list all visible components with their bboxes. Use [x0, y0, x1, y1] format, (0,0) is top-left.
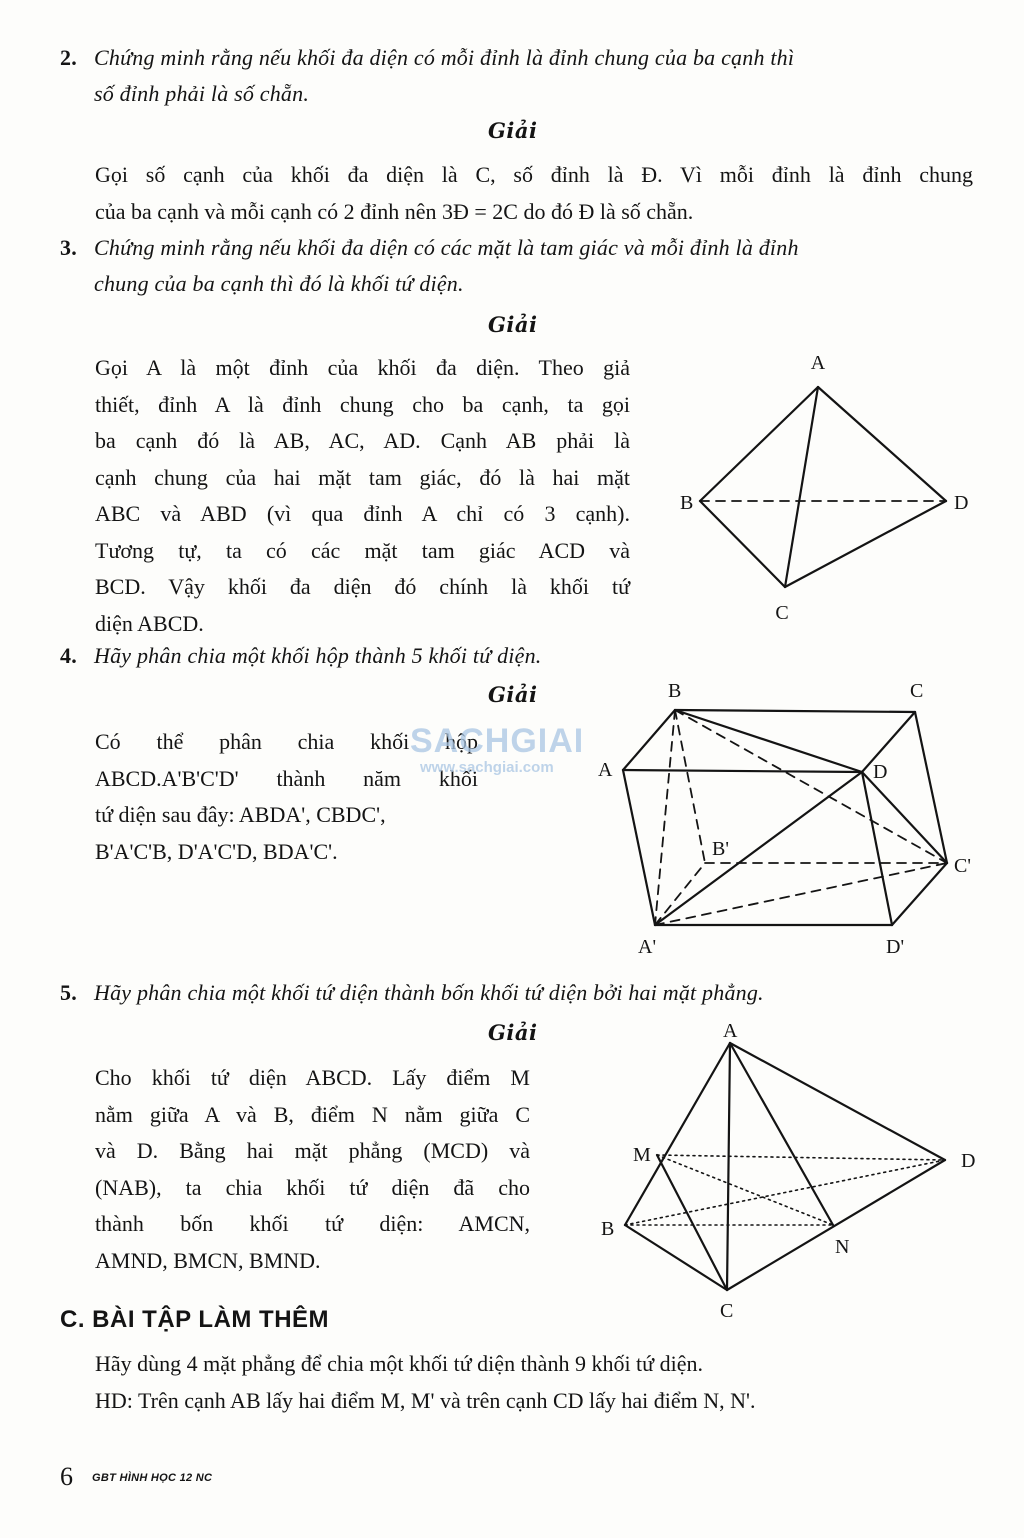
solution-line: diện ABCD.: [95, 610, 204, 636]
vertex-label-b: B: [680, 492, 694, 514]
problem-3-statement: [60, 230, 975, 302]
vertex-label-a: A: [810, 352, 826, 374]
solution-line: thành bốn khối tứ diện: AMCN,: [95, 1211, 530, 1236]
solution-line: Gọi số cạnh của khối đa diện là C, số đỉnh là Đ. Vì mỗi đỉnh là đỉnh chung: [95, 162, 973, 187]
hidden-segment-mn: [657, 1155, 833, 1225]
vertex-label-c: C: [720, 1300, 734, 1322]
edge-ad: [623, 770, 862, 772]
watermark-url: www.sachgiai.com: [420, 759, 554, 776]
solution-line: BCD. Vậy khối đa diện đó chính là khối tứ: [95, 574, 630, 599]
solution-line: AMND, BMCN, BMND.: [95, 1247, 321, 1273]
solution-heading: Giải: [488, 118, 538, 143]
edge-cd: [785, 501, 946, 587]
solution-5-text: [95, 1060, 530, 1279]
edge-ac: [785, 387, 818, 587]
solution-heading: Giải: [488, 682, 538, 707]
problem-text-line: Chứng minh rằng nếu khối đa diện có các mặt là tam giác và mỗi đỉnh là đỉnh: [94, 235, 799, 260]
solution-line: Cho khối tứ diện ABCD. Lấy điểm M: [95, 1065, 530, 1090]
hidden-diagonal-a1c1: [655, 863, 947, 925]
solution-line: thiết, đỉnh A là đỉnh chung cho ba cạnh, ta gọi: [95, 391, 630, 417]
section-heading: C. BÀI TẬP LÀM THÊM: [60, 1306, 330, 1333]
solution-line: cạnh chung của hai mặt tam giác, đó là hai mặt: [95, 464, 630, 490]
problem-text-line: Hãy phân chia một khối tứ diện thành bốn khối tứ diện bởi hai mặt phẳng.: [94, 980, 764, 1005]
problem-text-line: Chứng minh rằng nếu khối đa diện có mỗi đỉnh là đỉnh chung của ba cạnh thì: [94, 45, 795, 70]
tetrahedron-figure: [670, 345, 990, 630]
solution-line: Gọi A là một đỉnh của khối đa diện. Theo giả: [95, 355, 630, 380]
watermark-brand: SACHGIAI: [410, 722, 585, 760]
solution-line: (NAB), ta chia khối tứ diện đã cho: [95, 1174, 530, 1200]
diagonal-a1d: [655, 772, 862, 925]
point-label-n: N: [835, 1236, 850, 1258]
edge-bc: [675, 710, 915, 712]
segment-mc: [657, 1155, 727, 1290]
section-c-text: [95, 1345, 965, 1419]
vertex-label-a-prime: A': [638, 936, 657, 958]
diagonal-bd: [675, 710, 862, 772]
solution-line: của ba cạnh và mỗi cạnh có 2 đỉnh nên 3Đ = 2C do đó Đ là số chẵn.: [95, 198, 694, 224]
solution-line: ABCD.A'B'C'D' thành năm khối: [95, 765, 478, 791]
book-title: GBT HÌNH HỌC 12 NC: [92, 1472, 213, 1484]
vertex-label-d: D: [954, 492, 969, 514]
edge-bc: [625, 1225, 727, 1290]
problem-number: 3.: [60, 235, 77, 260]
vertex-label-d-prime: D': [886, 936, 905, 958]
solution-2-text: [95, 157, 973, 230]
tetrahedron-mn-figure: [595, 1015, 995, 1325]
solution-3-text: [95, 350, 630, 642]
edge-dd1: [862, 772, 892, 925]
problem-text-line: số đỉnh phải là số chẵn.: [94, 81, 310, 106]
vertex-label-b: B: [601, 1218, 615, 1240]
edge-ac: [727, 1043, 730, 1290]
problem-5-statement: [60, 975, 975, 1011]
problem-number: 2.: [60, 45, 77, 70]
problem-2-statement: [60, 40, 975, 112]
vertex-label-a: A: [598, 759, 613, 781]
solution-line: và D. Bằng hai mặt phẳng (MCD) và: [95, 1138, 530, 1163]
edge-ab: [625, 1043, 730, 1225]
solution-line: tứ diện sau đây: ABDA', CBDC',: [95, 802, 386, 827]
hidden-edge-bd: [625, 1160, 945, 1225]
edge-d1c1: [892, 863, 947, 925]
problem-text-line: Hãy phân chia một khối hộp thành 5 khối tứ diện.: [94, 643, 542, 668]
edge-ab: [623, 710, 675, 770]
edge-dc: [862, 712, 915, 772]
point-label-m: M: [633, 1144, 651, 1166]
vertex-label-b: B: [668, 680, 682, 702]
problem-text-line: chung của ba cạnh thì đó là khối tứ diện.: [94, 271, 464, 296]
exercise-text-line: Hãy dùng 4 mặt phẳng để chia một khối tứ diện thành 9 khối tứ diện.: [95, 1351, 703, 1376]
page-number: 6: [60, 1462, 73, 1491]
hint-text-line: HD: Trên cạnh AB lấy hai điểm M, M' và trên cạnh CD lấy hai điểm N, N'.: [95, 1388, 756, 1413]
solution-line: Tương tự, ta có các mặt tam giác ACD và: [95, 537, 630, 563]
vertex-label-b-prime: B': [712, 838, 729, 860]
edge-bc: [700, 501, 785, 587]
solution-heading: Giải: [488, 312, 538, 337]
hidden-diagonal-ba1: [655, 710, 675, 925]
hidden-edge-bb1: [675, 710, 705, 863]
solution-line: ABC và ABD (vì qua đỉnh A chỉ có 3 cạnh).: [95, 501, 630, 526]
edge-ab: [700, 387, 818, 501]
vertex-label-c: C: [775, 602, 789, 624]
vertex-label-d: D: [961, 1150, 976, 1172]
problem-4-statement: [60, 638, 975, 674]
watermark: [410, 722, 584, 776]
vertex-label-a: A: [723, 1020, 738, 1042]
solution-line: Có thể phân chia khối hộp: [95, 729, 478, 754]
solution-line: ba cạnh đó là AB, AC, AD. Cạnh AB phải là: [95, 428, 630, 453]
vertex-label-c: C: [910, 680, 924, 702]
vertex-label-d: D: [873, 761, 888, 783]
problem-number: 5.: [60, 980, 77, 1005]
solution-heading: Giải: [488, 1020, 538, 1045]
edge-aa1: [623, 770, 655, 925]
solution-line: nằm giữa A và B, điểm N nằm giữa C: [95, 1101, 530, 1127]
hidden-segment-md: [657, 1155, 945, 1160]
vertex-label-c-prime: C': [954, 855, 971, 877]
diagonal-dc1: [862, 772, 947, 863]
problem-number: 4.: [60, 643, 77, 668]
edge-ad: [818, 387, 946, 501]
box-figure: [590, 670, 990, 970]
solution-line: B'A'C'B, D'A'C'D, BDA'C'.: [95, 838, 338, 864]
edge-cc1: [915, 712, 947, 863]
